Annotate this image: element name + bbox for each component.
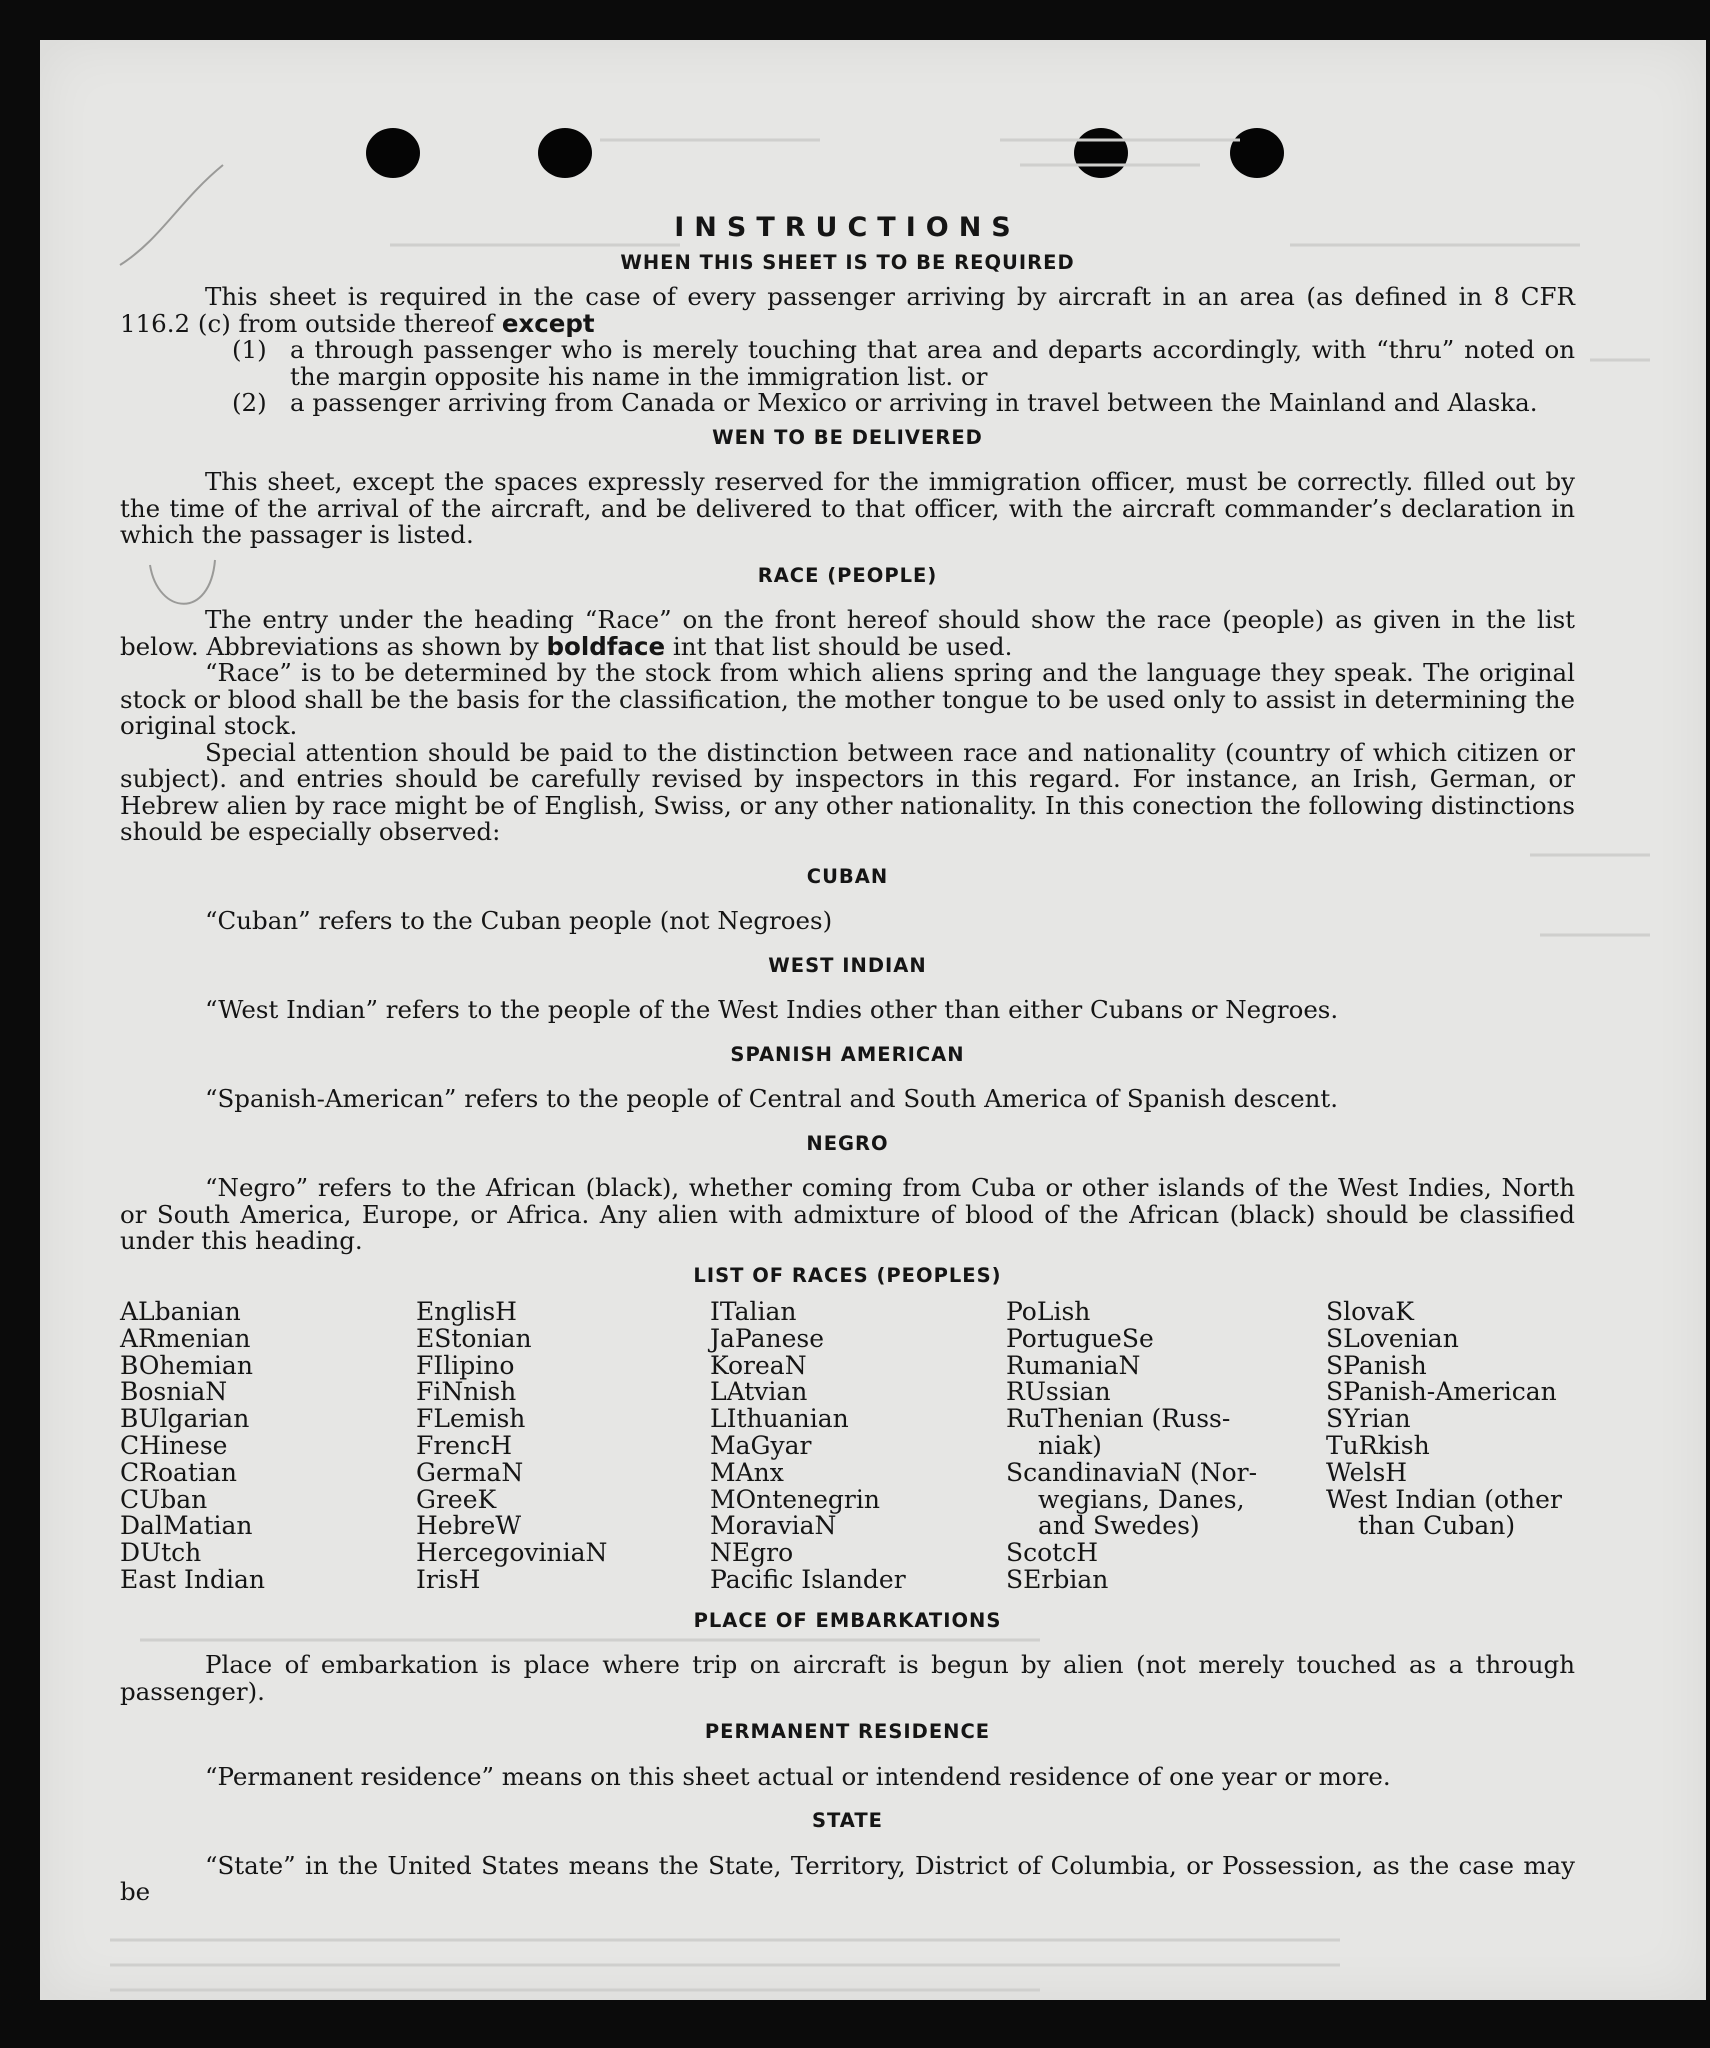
heading-state: STATE <box>811 1809 884 1833</box>
race-item: CHinese <box>120 1430 228 1460</box>
heading-permanent-residence: PERMANENT RESIDENCE <box>704 1720 991 1744</box>
race-item-continuation: and Swedes) <box>1038 1511 1200 1541</box>
race-item: MaGyar <box>710 1430 812 1460</box>
race-column <box>416 1299 710 1594</box>
race-item: EStonian <box>416 1323 532 1353</box>
race-item: PortugueSe <box>1006 1323 1154 1353</box>
residence-text: “Permanent residence” means on this sheet actual or intendend residence of one year or more. <box>205 1761 1391 1791</box>
race-item: SPanish <box>1326 1350 1427 1380</box>
race-item: RumaniaN <box>1006 1350 1141 1380</box>
race-item: WelsH <box>1326 1457 1408 1487</box>
race-item: MOntenegrin <box>710 1484 880 1514</box>
instructions-content <box>120 212 1575 1907</box>
race-item: MoraviaN <box>710 1511 837 1541</box>
race-item: PoLish <box>1006 1297 1091 1326</box>
race-item: FrencH <box>416 1430 512 1460</box>
page-title: INSTRUCTIONS <box>674 212 1021 243</box>
race-item: IrisH <box>416 1564 481 1594</box>
exception-number: (1) <box>232 335 267 364</box>
heading-spanish-american: SPANISH AMERICAN <box>730 1042 965 1066</box>
embarkation-text: Place of embarkation is place where trip on aircraft is begun by alien (not merely touched as a through passenger). <box>120 1650 1575 1706</box>
race-item: EnglisH <box>416 1297 517 1326</box>
race-item: HercegoviniaN <box>416 1538 608 1568</box>
race-list <box>120 1299 1575 1594</box>
race-item: DalMatian <box>120 1511 253 1541</box>
exception-number: (2) <box>232 388 267 417</box>
west-indian-text: “West Indian” refers to the people of the West Indies other than either Cubans or Negroes. <box>205 995 1339 1024</box>
race-item: CUban <box>120 1484 208 1514</box>
exception-text: a through passenger who is merely touching that area and departs accordingly, with “thru” noted on the margin opposite his name in the immigration list. or <box>290 335 1575 391</box>
race-paragraph-2: “Race” is to be determined by the stock from which aliens spring and the language they speak. The original stock or blood shall be the basis for the classification, the mother tongue to be used only to assist in determining the original stock. <box>120 658 1575 740</box>
race-item: HebreW <box>416 1511 522 1541</box>
race-item: MAnx <box>710 1457 784 1487</box>
delivered-text: This sheet, except the spaces expressly reserved for the immigration officer, must be correctly. filled out by the time of the arrival of the aircraft, and be delivered to that officer, with the aircraft commander’s declaration in which the passager is listed. <box>120 467 1575 549</box>
race-item: East Indian <box>120 1564 265 1594</box>
document-page <box>40 40 1706 2000</box>
race-paragraph-3: Special attention should be paid to the distinction between race and nationality (country of which citizen or subject). and entries should be carefully revised by inspectors in this regard. For instance, an Irish, German, or Hebrew alien by race might be of English, Swiss, or any other nationality. In this conection the following distinctions should be especially observed: <box>120 737 1575 846</box>
race-item: TuRkish <box>1326 1430 1430 1460</box>
race-column <box>120 1299 416 1594</box>
exception-item <box>120 390 1575 417</box>
race-item: FiNnish <box>416 1377 517 1407</box>
race-item: KoreaN <box>710 1350 807 1380</box>
race-item: RuThenian (Russ- <box>1006 1404 1231 1434</box>
race-item: SlovaK <box>1326 1297 1414 1326</box>
heading-required: WHEN THIS SHEET IS TO BE REQUIRED <box>620 250 1075 274</box>
race-item: Pacific Islander <box>710 1564 906 1594</box>
race-column <box>1326 1299 1575 1594</box>
race-item: ScandinaviaN (Nor- <box>1006 1457 1258 1487</box>
except-word: except <box>501 308 595 338</box>
race-item: FIlipino <box>416 1350 515 1380</box>
race-item-continuation: wegians, Danes, <box>1038 1484 1245 1514</box>
race-item: DUtch <box>120 1538 202 1568</box>
race-item: FLemish <box>416 1404 526 1434</box>
state-text: “State” in the United States means the State, Territory, District of Columbia, or Possession, as the case may be <box>120 1850 1575 1907</box>
race-item: SYrian <box>1326 1404 1411 1434</box>
race-item: ScotcH <box>1006 1538 1099 1568</box>
race-item: LIthuanian <box>710 1404 849 1434</box>
race-item: GreeK <box>416 1484 497 1514</box>
heading-embarkation: PLACE OF EMBARKATIONS <box>693 1608 1002 1632</box>
race-item: West Indian (other <box>1326 1484 1562 1514</box>
race-item: SPanish-American <box>1326 1377 1557 1407</box>
required-intro: This sheet is required in the case of every passenger arriving by aircraft in an area (as defined in 8 CFR 116.2 (c) from outside thereof except <box>120 282 1575 338</box>
heading-cuban: CUBAN <box>806 864 889 888</box>
race-item: ARmenian <box>120 1323 251 1353</box>
heading-race: RACE (PEOPLE) <box>757 563 938 587</box>
race-item: BOhemian <box>120 1350 253 1380</box>
exception-item <box>120 337 1575 390</box>
heading-delivered: WEN TO BE DELIVERED <box>712 425 983 449</box>
heading-negro: NEGRO <box>806 1131 889 1155</box>
spanish-american-text: “Spanish-American” refers to the people of Central and South America of Spanish descent. <box>205 1084 1339 1113</box>
race-item: BosniaN <box>120 1377 228 1407</box>
race-column <box>710 1299 1006 1594</box>
race-column <box>1006 1299 1326 1594</box>
heading-list-of-races: LIST OF RACES (PEOPLES) <box>693 1263 1002 1287</box>
race-item: RUssian <box>1006 1377 1111 1407</box>
race-item: GermaN <box>416 1457 524 1487</box>
race-item: BUlgarian <box>120 1404 250 1434</box>
race-item-continuation: than Cuban) <box>1358 1511 1516 1541</box>
negro-text: “Negro” refers to the African (black), whether coming from Cuba or other islands of the West Indies, North or South America, Europe, or Africa. Any alien with admixture of blood of the African (black) should be classified under this heading. <box>120 1173 1575 1255</box>
race-item: JaPanese <box>710 1323 825 1353</box>
race-item: NEgro <box>710 1538 794 1568</box>
race-item: SErbian <box>1006 1564 1109 1594</box>
heading-west-indian: WEST INDIAN <box>768 953 927 977</box>
cuban-text: “Cuban” refers to the Cuban people (not Negroes) <box>205 906 833 935</box>
race-paragraph-1: The entry under the heading “Race” on the front hereof should show the race (people) as given in the list below. Abbreviations as shown by boldface int that list should be used. <box>120 605 1575 661</box>
race-item: ITalian <box>710 1297 797 1326</box>
boldface-word: boldface <box>546 631 666 661</box>
race-item: ALbanian <box>120 1297 241 1326</box>
race-item: SLovenian <box>1326 1323 1459 1353</box>
exception-text: a passenger arriving from Canada or Mexico or arriving in travel between the Mainland and Alaska. <box>290 388 1538 417</box>
race-item: LAtvian <box>710 1377 808 1407</box>
race-item-continuation: niak) <box>1038 1430 1102 1460</box>
race-item: CRoatian <box>120 1457 237 1487</box>
